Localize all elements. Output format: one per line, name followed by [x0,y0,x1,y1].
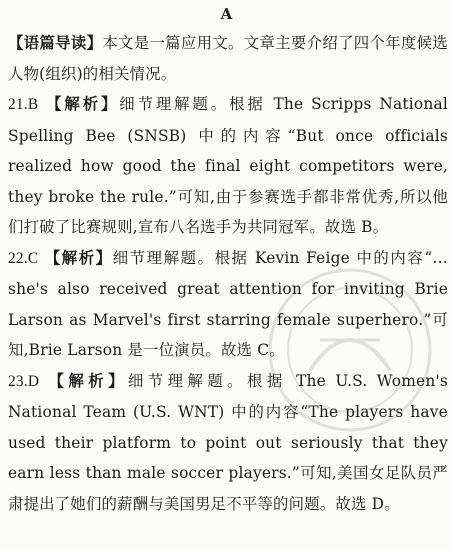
intro-text: 本文是一篇应用文。文章主要介绍了四个年度候选人物(组织)的相关情况。 [8,34,448,83]
answer-number: 22.C [8,249,39,267]
analysis-tag: 【解析】 [48,371,128,390]
answer-text: 细节理解题。根据 The U.S. Women's National Team (U.S. WNT) 中的内容“The players have used their platform to point out seriously that they earn less than male soccer players.”可知,美国女足队员严肃提出了她们的薪酬与美国男足不平等的问题。故选 D。 [8,371,448,513]
answer-text: 细节理解题。根据 The Scripps National Spelling Bee (SNSB) 中的内容“But once officials realized how good the final eight competitors were, they broke the rule.”可知,由于参赛选手都非常优秀,所以他们打破了比赛规则,宣布八名选手为共同冠军。故选 B。 [8,95,448,236]
intro-tag: 【语篇导读】 [8,34,103,52]
answer-item-21 [8,89,448,243]
answer-item-23 [8,366,448,520]
answer-number: 21.B [8,96,39,113]
analysis-tag: 【解析】 [44,248,113,267]
intro-paragraph [8,28,448,89]
answer-text: 细节理解题。根据 Kevin Feige 中的内容“…she's also received great attention for inviting Brie Larson as Marvel's first starring female superhero.”可知,Brie Larson 是一位演员。故选 C。 [8,248,448,359]
answer-item-22 [8,243,448,366]
answer-number: 23.D [8,372,40,390]
section-heading: A [220,5,233,23]
analysis-tag: 【解析】 [46,95,120,113]
document-body [8,28,448,519]
